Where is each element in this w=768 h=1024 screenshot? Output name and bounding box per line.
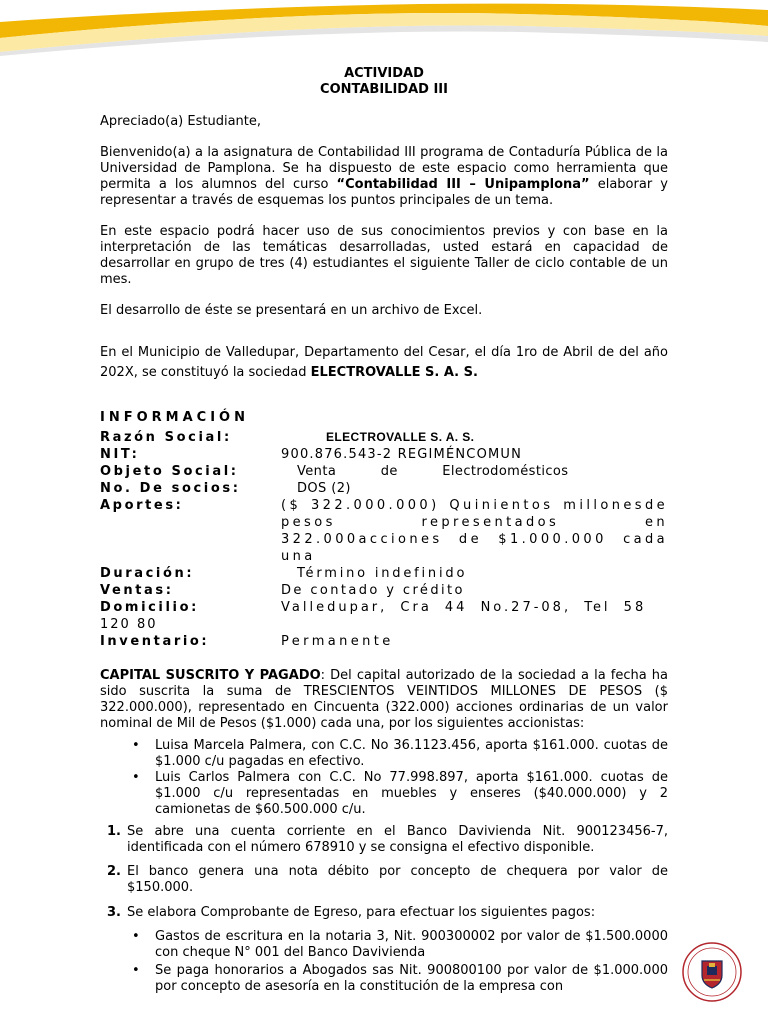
step-item xyxy=(100,905,668,921)
nit-value: 900.876.543-2 REGIMÉNCOMUN xyxy=(281,447,523,462)
constitution-paragraph xyxy=(100,343,668,383)
pagos-list xyxy=(100,929,668,995)
accionista-item: • Luis Carlos Palmera con C.C. No 77.998.897, aporta $161.000. cuotas de $1.000 c/u representadas en muebles y enseres ($40.000.000) y 2 camionetas de $60.500.000 c/u. xyxy=(100,770,668,818)
razon-label: Razón Social: xyxy=(100,430,232,445)
accionista-item: • Luisa Marcela Palmera, con C.C. No 36.1123.456, aporta $161.000. cuotas de $1.000 c/u pagadas en efectivo. xyxy=(100,738,668,770)
info-row-aportes xyxy=(100,497,668,565)
intro-text-a: Bienvenido(a) a la asignatura de Contabilidad III programa de Contaduría Pública de la Universidad de Pamplona. Se ha dispuesto de este espacio como herramienta que permita a los alumnos del curso xyxy=(100,145,668,192)
info-row-razon xyxy=(100,429,668,446)
nit-label: NIT: xyxy=(100,447,140,462)
intro-text-b: elaborar y representar a través de esquemas los puntos principales de un tema. xyxy=(100,177,668,208)
ventas-label: Ventas: xyxy=(100,583,174,598)
step-item xyxy=(100,824,668,856)
info-row-inventario xyxy=(100,633,668,650)
info-row-duracion xyxy=(100,565,668,582)
domicilio-label: Domicilio: xyxy=(100,600,199,615)
inventario-label: Inventario: xyxy=(100,634,210,649)
capital-paragraph xyxy=(100,668,668,732)
domicilio-cont: 120 80 xyxy=(100,617,158,632)
step-number: 3. xyxy=(107,905,121,920)
info-row-domicilio xyxy=(100,599,668,616)
title-contabilidad: CONTABILIDAD III xyxy=(320,82,448,97)
duracion-value: Término indefinido xyxy=(297,566,468,581)
inventario-value: Permanente xyxy=(281,634,394,649)
ventas-value: De contado y crédito xyxy=(281,583,465,598)
steps-list xyxy=(100,824,668,921)
info-heading: INFORMACIÓN xyxy=(100,410,249,425)
info-row-domicilio-cont xyxy=(100,616,668,633)
company-name: ELECTROVALLE S. A. S. xyxy=(310,365,478,380)
step-text: Se abre una cuenta corriente en el Banco Davivienda Nit. 900123456-7, identificada con el número 678910 y se consigna el efectivo disponible. xyxy=(127,824,668,855)
step-item xyxy=(100,864,668,896)
socios-label: No. De socios: xyxy=(100,481,241,496)
info-row-ventas xyxy=(100,582,668,599)
aportes-label: Aportes: xyxy=(100,498,184,513)
accionistas-list xyxy=(100,738,668,818)
info-row-objeto xyxy=(100,463,668,480)
duracion-label: Duración: xyxy=(100,566,195,581)
objeto-label: Objeto Social: xyxy=(100,464,239,479)
socios-value: DOS (2) xyxy=(297,481,351,496)
step-text: Se elabora Comprobante de Egreso, para efectuar los siguientes pagos: xyxy=(127,905,596,920)
capital-label: CAPITAL SUSCRITO Y PAGADO xyxy=(100,668,321,683)
document-body xyxy=(100,66,668,995)
info-table xyxy=(100,429,668,650)
info-row-nit xyxy=(100,446,668,463)
pago-item: • Se paga honorarios a Abogados sas Nit. 900800100 por valor de $1.000.000 por concepto de asesoría en la constitución de la empresa con xyxy=(100,963,668,995)
info-row-socios xyxy=(100,480,668,497)
course-name: “Contabilidad III – Unipamplona” xyxy=(336,177,590,192)
step-number: 2. xyxy=(107,864,121,879)
razon-value: ELECTROVALLE S. A. S. xyxy=(326,430,475,444)
header-wave-decoration xyxy=(0,0,768,60)
step-number: 1. xyxy=(107,824,121,839)
pago-item: • Gastos de escritura en la notaria 3, Nit. 900300002 por valor de $1.500.0000 con cheque N° 001 del Banco Davivienda xyxy=(100,929,668,961)
aportes-value: ($ 322.000.000) Quinientos millonesde pesos representados en 322.000acciones de $1.000.000 cada una xyxy=(281,498,668,564)
intro-paragraph xyxy=(100,145,668,209)
capital-text: : Del capital autorizado de la sociedad a la fecha ha sido suscrita la suma de TRESCIENTOS VEINTIDOS MILLONES DE PESOS ($ 322.000.000), representado en Cincuenta (322.000) acciones ordinarias de un valor nominal de Mil de Pesos ($1.000) cada una, por los siguientes accionistas: xyxy=(100,668,668,731)
instructions-paragraph: En este espacio podrá hacer uso de sus conocimientos previos y con base en la interpretación de las temáticas desarrolladas, usted estará en capacidad de desarrollar en grupo de tres (4) estudiantes el siguiente Taller de ciclo contable de un mes. xyxy=(100,224,668,287)
objeto-value: Venta de Electrodomésticos xyxy=(297,464,569,479)
title-actividad: ACTIVIDAD xyxy=(344,66,424,81)
greeting: Apreciado(a) Estudiante, xyxy=(100,114,261,129)
step-text: El banco genera una nota débito por concepto de chequera por valor de $150.000. xyxy=(127,864,668,895)
constitution-text: En el Municipio de Valledupar, Departamento del Cesar, el día 1ro de Abril de del año 202X, se constituyó la sociedad xyxy=(100,345,668,380)
excel-note: El desarrollo de éste se presentará en un archivo de Excel. xyxy=(100,303,483,318)
domicilio-value: Valledupar, Cra 44 No.27-08, Tel 58 xyxy=(281,600,647,615)
university-seal-logo xyxy=(682,942,742,1002)
